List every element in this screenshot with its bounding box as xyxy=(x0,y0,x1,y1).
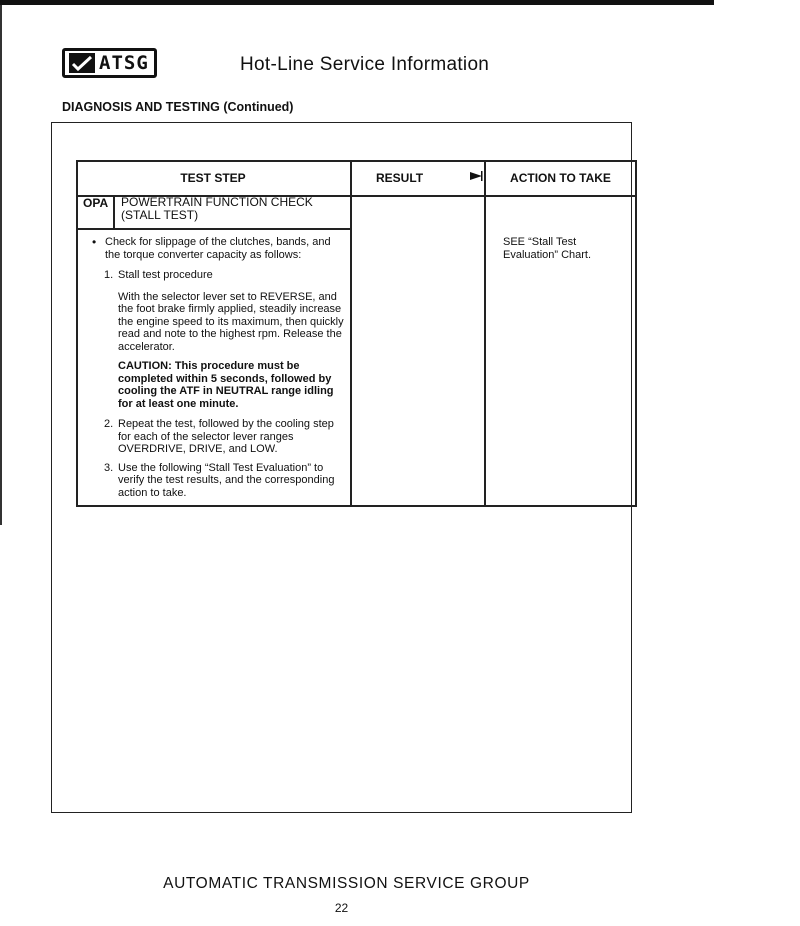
diagnostic-table xyxy=(76,160,637,507)
test-step-result-divider xyxy=(350,160,352,507)
logo-text: ATSG xyxy=(99,51,149,74)
header-result: RESULT xyxy=(376,170,424,185)
step-number: 2. xyxy=(104,418,114,430)
table-left-border xyxy=(76,160,78,507)
section-title: DIAGNOSIS AND TESTING (Continued) xyxy=(62,100,294,114)
step-detail: With the selector lever set to REVERSE, and the foot brake firmly applied, steadily increase the engine speed to its maximum, then quickly read and note to the highest rpm. Release the accelerator. xyxy=(118,290,344,353)
page-number: 22 xyxy=(334,901,349,915)
bullet-icon: • xyxy=(92,235,97,249)
step-text: Repeat the test, followed by the cooling step for each of the selector lever ranges OVERDRIVE, DRIVE, and LOW. xyxy=(118,418,334,455)
bullet-text: Check for slippage of the clutches, bands, and the torque converter capacity as follows: xyxy=(105,236,331,261)
list-item xyxy=(90,462,348,500)
arrow-right-icon xyxy=(470,171,483,181)
step-title-line1: POWERTRAIN FUNCTION CHECK xyxy=(121,195,313,209)
step-number: 3. xyxy=(104,461,114,474)
action-text: SEE “Stall Test Evaluation” Chart. xyxy=(503,236,592,261)
step-number: 1. xyxy=(104,269,114,281)
opa-code-divider xyxy=(113,195,115,228)
result-action-divider xyxy=(484,160,486,507)
step-code: OPA xyxy=(83,196,109,210)
list-item xyxy=(90,418,348,456)
step-title-line2: (STALL TEST) xyxy=(121,208,199,222)
top-border xyxy=(0,0,714,5)
step-text: Use the following “Stall Test Evaluation” to verify the test results, and the corresponding action to take. xyxy=(118,461,335,499)
atsg-logo xyxy=(62,48,157,78)
list-item xyxy=(90,269,348,410)
table-right-border xyxy=(635,160,637,507)
caution-text: CAUTION: This procedure must be completed within 5 seconds, followed by cooling the ATF in NEUTRAL range idling for at least one minute. xyxy=(118,360,334,410)
checkmark-icon xyxy=(69,53,95,73)
left-border xyxy=(0,5,2,525)
table-bottom-border xyxy=(76,505,637,507)
opa-divider xyxy=(76,228,350,230)
header-action: ACTION TO TAKE xyxy=(510,170,611,185)
bullet-item xyxy=(90,236,348,261)
header-test-step: TEST STEP xyxy=(180,170,246,185)
page-title: Hot-Line Service Information xyxy=(240,54,490,75)
step-instructions xyxy=(90,236,348,499)
step-text: Stall test procedure xyxy=(118,269,213,281)
footer-organization: AUTOMATIC TRANSMISSION SERVICE GROUP xyxy=(163,875,530,892)
step-title xyxy=(121,196,341,222)
